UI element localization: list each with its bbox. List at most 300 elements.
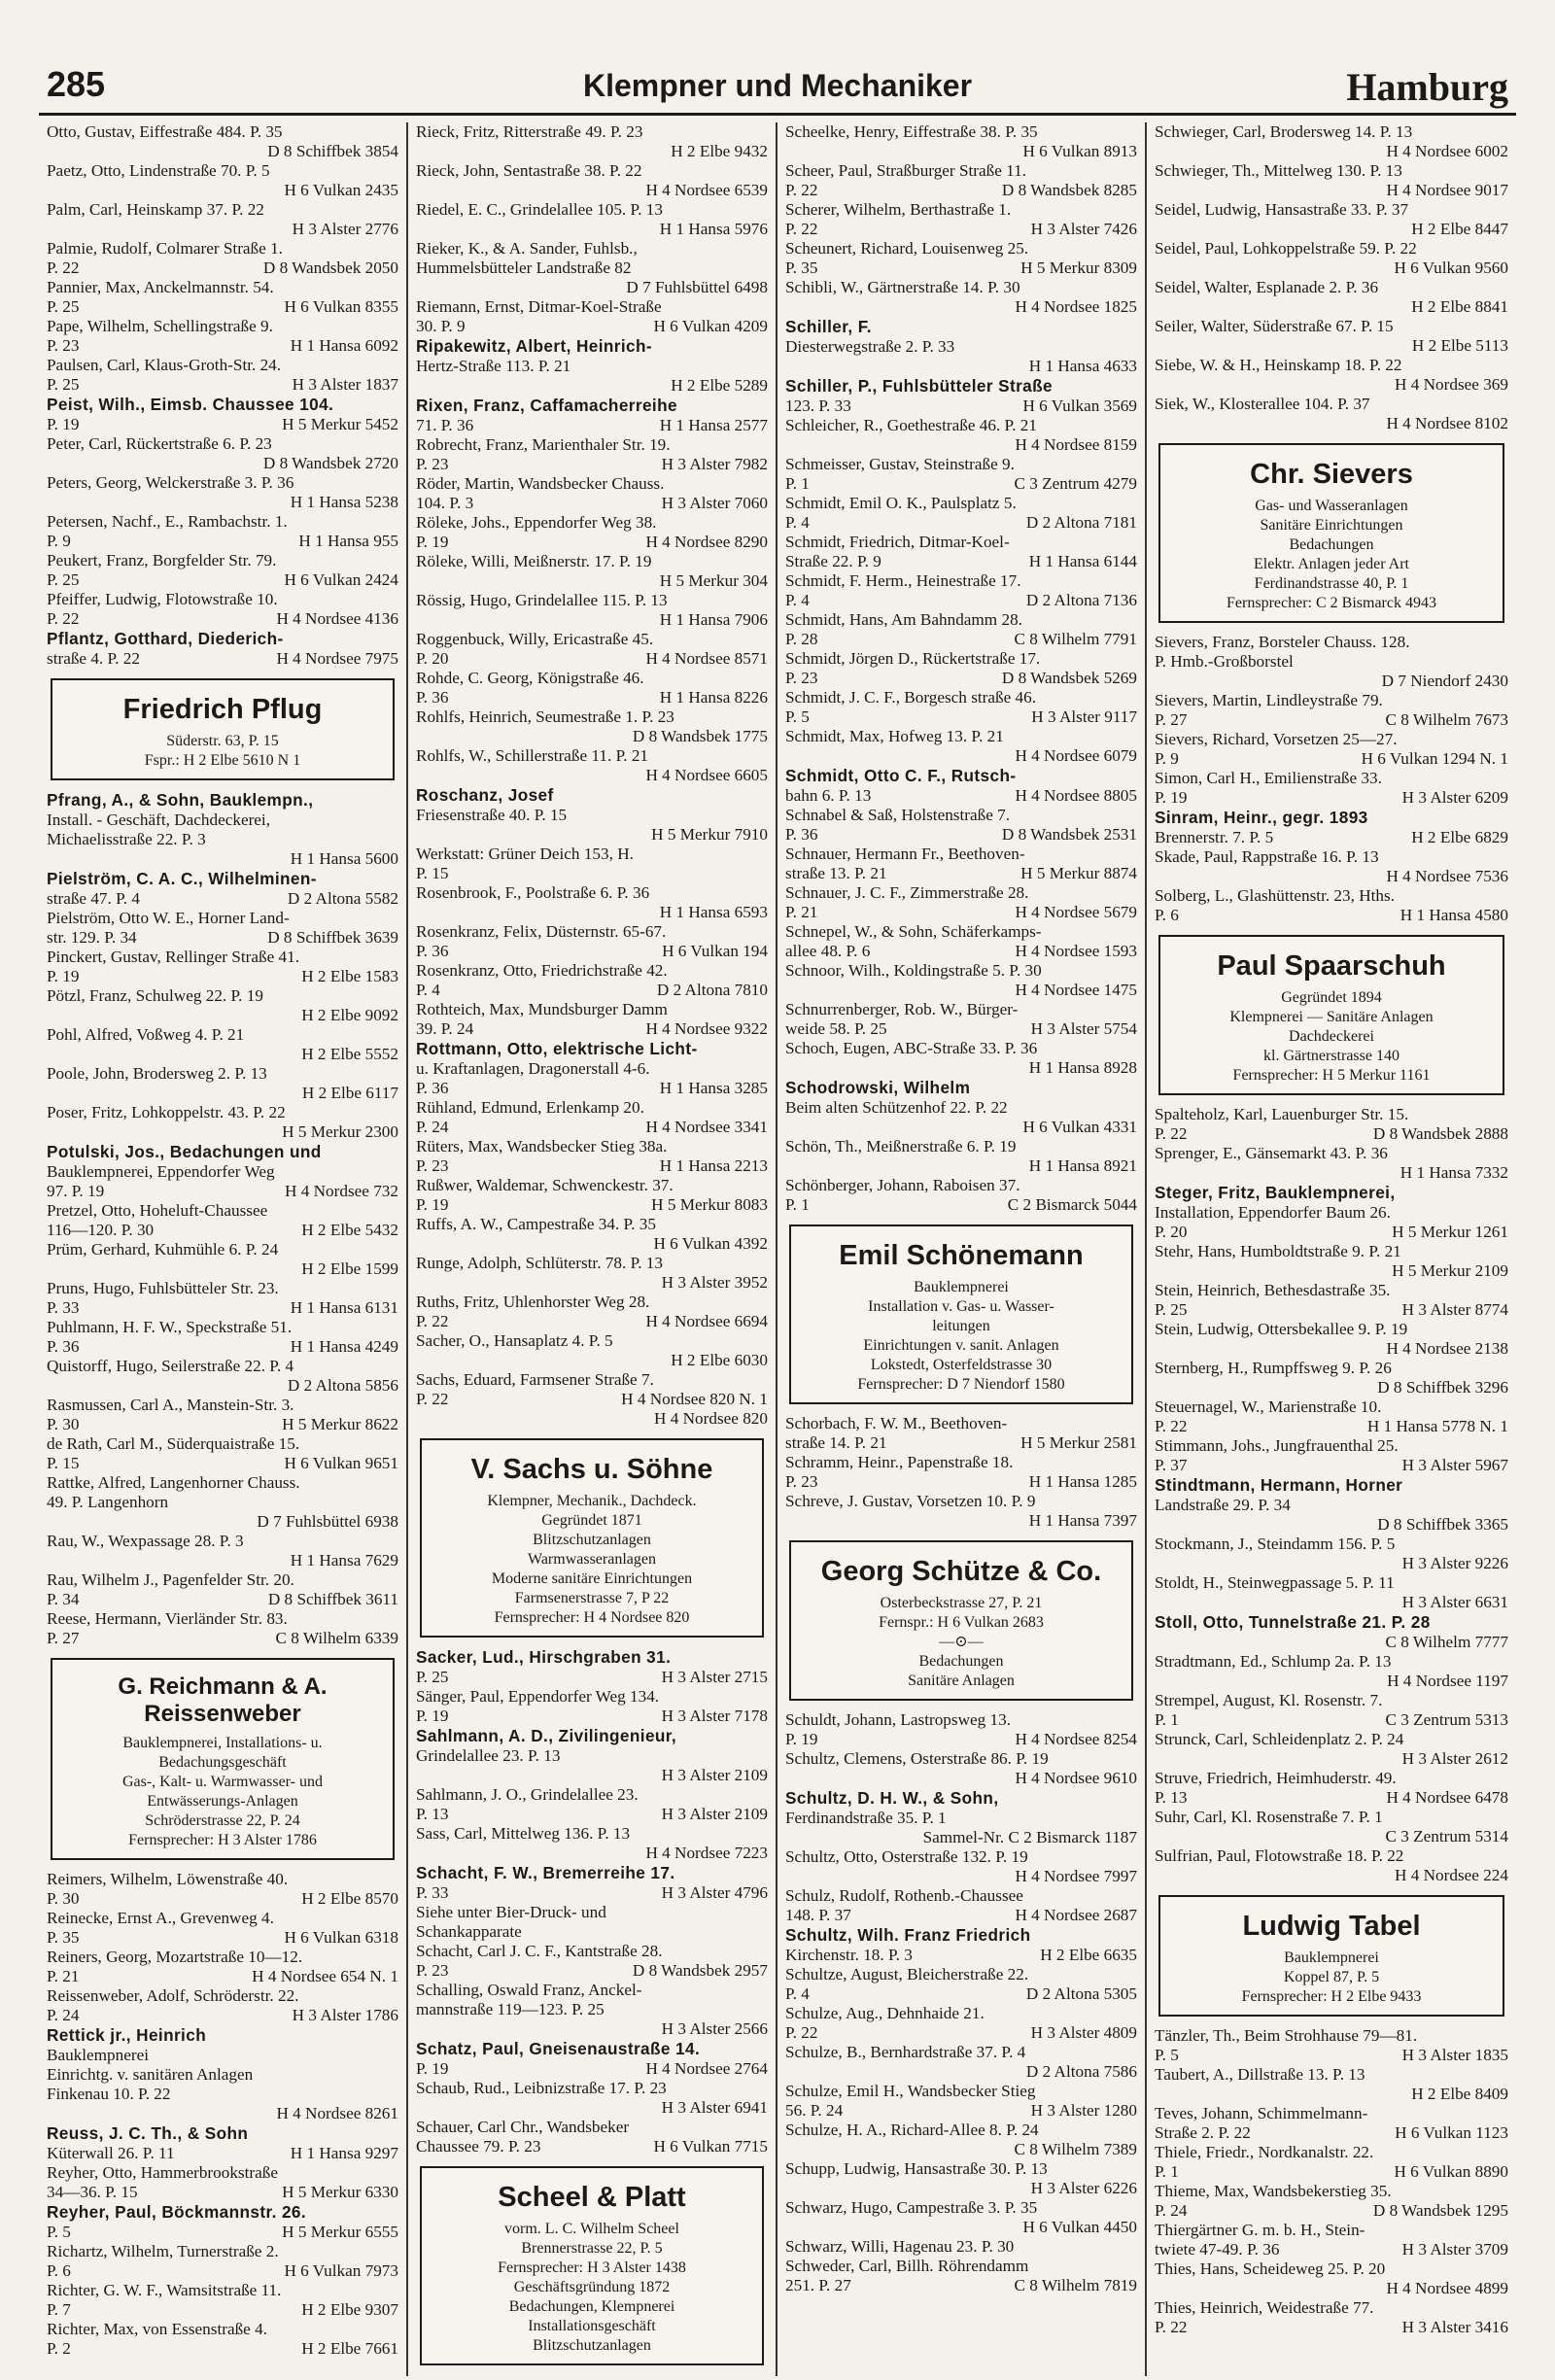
phone-number: H 2 Elbe 6117 [301,1084,398,1102]
list-item [47,1298,398,1318]
entry-text: P. 15 [416,864,449,882]
list-item [416,688,768,707]
phone-number: H 3 Alster 3709 [1401,2240,1508,2259]
entry-text: Pielström, C. A. C., Wilhelminen- [47,869,317,888]
list-item [1155,356,1508,375]
list-item [1155,2318,1508,2337]
entry-text: Pretzel, Otto, Hoheluft-Chaussee [47,1201,268,1220]
phone-number: D 8 Wandsbek 2957 [632,1961,768,1980]
entry-text: Schönberger, Johann, Raboisen 37. [785,1176,1020,1194]
advertisement-line: Koppel 87, P. 5 [1283,1969,1380,1985]
entry-text: P. 27 [47,1629,80,1647]
entry-list [785,1414,1137,1531]
list-item [47,1337,398,1357]
phone-number: H 6 Vulkan 7715 [653,2137,768,2156]
entry-text: Schwieger, Carl, Brodersweg 14. P. 13 [1155,122,1413,141]
list-item [785,766,1137,786]
phone-number: H 4 Nordsee 224 [1395,1866,1508,1884]
entry-text: u. Kraftanlagen, Dragonerstall 4-6. [416,1059,650,1078]
list-item [785,630,1137,649]
entry-list [1155,2026,1508,2337]
advertisement-box [51,678,395,780]
list-item [785,435,1137,455]
entry-text: P. 27 [1155,710,1188,729]
list-item [1155,1515,1508,1535]
advertisement-line: Einrichtungen v. sanit. Anlagen [863,1337,1059,1354]
list-item [785,220,1137,239]
entry-text: Sacher, O., Hansaplatz 4. P. 5 [416,1331,613,1350]
list-item [416,746,768,766]
list-item [416,200,768,220]
entry-text: Rettick jr., Heinrich [47,2025,207,2045]
list-item [47,2183,398,2202]
list-item [47,1948,398,1967]
entry-text: Schulz, Rudolf, Rothenb.-Chaussee [785,1886,1023,1905]
entry-text: Hertz-Straße 113. P. 21 [416,357,571,375]
advertisement-line: Geschäftsgründung 1872 [513,2279,671,2295]
entry-text: Scherer, Wilhelm, Berthastraße 1. [785,200,1012,219]
entry-text: P. 5 [785,707,810,726]
list-item [1155,1672,1508,1691]
list-item [785,1472,1137,1492]
list-item [1155,2201,1508,2221]
advertisement-line: Bedachungen, Klempnerei [508,2298,675,2315]
list-item [416,1805,768,1824]
phone-number: H 6 Vulkan 2435 [284,181,398,199]
list-item [1155,297,1508,317]
phone-number: H 5 Merkur 8874 [1020,864,1137,882]
phone-number: H 3 Alster 3416 [1401,2318,1508,2336]
entry-text: Poole, John, Brodersweg 2. P. 13 [47,1064,267,1083]
list-item [785,1453,1137,1472]
advertisement-box [1158,1895,1504,2017]
list-item [47,928,398,948]
entry-text: straße 14. P. 21 [785,1433,887,1452]
list-item [1155,2182,1508,2201]
list-item [47,986,398,1006]
list-item [47,2339,398,2359]
phone-number: H 3 Alster 2109 [661,1766,768,1784]
phone-number: H 5 Merkur 2109 [1392,1261,1508,1280]
list-item [47,1376,398,1396]
entry-text: P. 35 [47,1928,80,1947]
list-item [416,1000,768,1019]
list-item [416,806,768,825]
entry-text: Stimmann, Johs., Jungfrauenthal 25. [1155,1436,1399,1455]
list-item [47,1609,398,1629]
list-item [47,909,398,928]
list-item [1155,1573,1508,1593]
entry-text: 97. P. 19 [47,1182,105,1200]
entry-text: Rußwer, Waldemar, Schwenckestr. 37. [416,1176,674,1194]
phone-number: C 3 Zentrum 4279 [1014,474,1137,493]
list-item [1155,395,1508,414]
entry-text: Reyher, Otto, Hammerbrookstraße [47,2163,278,2182]
entry-text: P. Hmb.-Großborstel [1155,652,1294,671]
list-item [785,1137,1137,1156]
entry-text: Beim alten Schützenhof 22. P. 22 [785,1098,1008,1117]
list-item [47,967,398,986]
phone-number: H 2 Elbe 8447 [1411,220,1508,238]
entry-list [1155,1105,1508,1885]
list-item [785,1058,1137,1078]
phone-number: H 4 Nordsee 2138 [1386,1339,1508,1358]
list-item [416,571,768,591]
entry-text: Tänzler, Th., Beim Strohhause 79—81. [1155,2026,1418,2045]
advertisement-line: Entwässerungs-Anlagen [147,1793,298,1810]
phone-number: H 1 Hansa 5600 [290,849,398,868]
advertisement-line: Bedachungsgeschäft [158,1754,287,1771]
entry-text: Thies, Heinrich, Weidestraße 77. [1155,2298,1374,2317]
entry-text: Puhlmann, H. F. W., Speckstraße 51. [47,1318,293,1336]
list-item [1155,414,1508,433]
phone-number: H 4 Nordsee 2687 [1015,1906,1137,1924]
entry-text: P. 23 [785,669,818,687]
entry-text: Palmie, Rudolf, Colmarer Straße 1. [47,239,283,258]
entry-text: P. 35 [785,259,818,277]
list-item [1155,336,1508,356]
list-item [47,811,398,830]
list-item [1155,1359,1508,1378]
list-item [416,649,768,669]
list-item [47,1318,398,1337]
entry-text: P. 1 [1155,2162,1179,2181]
phone-number: H 1 Hansa 7397 [1028,1511,1137,1530]
phone-number: H 4 Nordsee 4899 [1386,2279,1508,2297]
list-item [47,2281,398,2300]
entry-text: P. 37 [1155,1456,1188,1474]
list-item [416,1785,768,1805]
list-item [785,1710,1137,1730]
entry-text: Roggenbuck, Willy, Ericastraße 45. [416,630,654,648]
entry-text: Runge, Adolph, Schlüterstr. 78. P. 13 [416,1254,663,1272]
entry-text: P. 9 [47,532,71,550]
list-item [785,1078,1137,1098]
list-item [416,1409,768,1429]
phone-number: H 4 Nordsee 1197 [1387,1672,1508,1690]
entry-text: Scheelke, Henry, Eiffestraße 38. P. 35 [785,122,1038,141]
list-item [416,1215,768,1234]
phone-number: H 2 Elbe 1599 [301,1259,398,1278]
list-item [785,1946,1137,1965]
list-item [785,1809,1137,1828]
phone-number: H 2 Elbe 6829 [1411,828,1508,846]
phone-number: H 4 Nordsee 8805 [1015,786,1137,805]
list-item [785,2257,1137,2276]
list-item [416,1019,768,1039]
phone-number: D 8 Wandsbek 1775 [632,727,768,745]
entry-text: P. 19 [47,415,80,433]
list-item [1155,2221,1508,2240]
list-item [416,1079,768,1098]
entry-text: Sachs, Eduard, Farmsener Straße 7. [416,1370,654,1389]
list-item [416,2019,768,2039]
list-item [785,376,1137,397]
list-item [416,591,768,610]
list-item [47,1967,398,1986]
city-name: Hamburg [1346,65,1508,109]
advertisement-line: Moderne sanitäre Einrichtungen [491,1570,693,1587]
list-item [785,1039,1137,1058]
entry-text: 148. P. 37 [785,1906,851,1924]
list-item [785,1118,1137,1137]
list-item [785,1000,1137,1019]
list-item [785,707,1137,727]
entry-text: Rohde, C. Georg, Königstraße 46. [416,669,644,687]
phone-number: H 6 Vulkan 2424 [284,570,398,589]
list-item [1155,1475,1508,1496]
entry-text: P. 2 [47,2339,71,2358]
advertisement-line: Bedachungen [918,1653,1004,1670]
list-item [785,2198,1137,2218]
list-item [785,669,1137,688]
entry-text: Schupp, Ludwig, Hansastraße 30. P. 13 [785,2159,1048,2178]
phone-number: D 8 Wandsbek 8285 [1001,181,1137,199]
entry-text: P. 25 [1155,1300,1188,1319]
list-item [1155,259,1508,278]
entry-text: Chaussee 79. P. 23 [416,2137,541,2156]
list-item [47,1551,398,1570]
advertisement-line: Farmsenerstrasse 7, P 22 [514,1590,670,1606]
list-item [416,1726,768,1746]
list-item [1155,1535,1508,1554]
list-item [47,2065,398,2085]
list-item [47,161,398,181]
entry-text: Schön, Th., Meißnerstraße 6. P. 19 [785,1137,1017,1156]
advertisement-line: —⊙— [939,1634,984,1650]
entry-text: Schulze, Aug., Dehnhaide 21. [785,2004,985,2022]
phone-number: H 3 Alster 6226 [1030,2179,1137,2197]
list-item [1155,886,1508,906]
entry-text: Pötzl, Franz, Schulweg 22. P. 19 [47,986,263,1005]
entry-text: P. 33 [416,1883,449,1902]
entry-text: Sprenger, E., Gänsemarkt 43. P. 36 [1155,1144,1388,1162]
entry-text: P. 19 [416,1707,449,1725]
list-item [785,922,1137,942]
entry-text: Kirchenstr. 18. P. 3 [785,1946,913,1964]
entry-text: Schultz, D. H. W., & Sohn, [785,1788,999,1808]
phone-number: H 5 Merkur 6330 [282,2183,398,2201]
list-item [416,1687,768,1707]
list-item [47,590,398,609]
phone-number: H 3 Alster 6631 [1401,1593,1508,1611]
entry-text: P. 23 [416,1156,449,1175]
entry-text: Siek, W., Klosterallee 104. P. 37 [1155,395,1370,413]
list-item [1155,1163,1508,1183]
list-item [416,1903,768,1922]
entry-text: Suhr, Carl, Kl. Rosenstraße 7. P. 1 [1155,1808,1383,1826]
list-item [785,337,1137,357]
phone-number: C 3 Zentrum 5313 [1385,1710,1508,1729]
list-item [416,376,768,396]
phone-number: H 3 Alster 2566 [661,2019,768,2038]
list-item [47,2006,398,2025]
list-item [785,786,1137,806]
advertisement-line: Fernspr.: H 6 Vulkan 2683 [879,1614,1044,1631]
entry-text: P. 20 [1155,1223,1188,1241]
list-item [785,1906,1137,1925]
list-item [1155,847,1508,867]
phone-number: H 4 Nordsee 6478 [1386,1788,1508,1807]
list-item [1155,317,1508,336]
entry-text: Schorbach, F. W. M., Beethoven- [785,1414,1008,1432]
entry-text: P. 1 [785,1195,810,1214]
advertiser-name: Georg Schütze & Co. [820,1556,1102,1587]
entry-text: Sänger, Paul, Eppendorfer Weg 134. [416,1687,660,1706]
phone-number: H 1 Hansa 2577 [659,416,768,434]
list-item [1155,1633,1508,1652]
list-item [47,1182,398,1201]
list-item [1155,1652,1508,1672]
phone-number: H 5 Merkur 8309 [1020,259,1137,277]
phone-number: D 8 Wandsbek 2050 [262,259,398,277]
list-item [416,1254,768,1273]
list-item [416,161,768,181]
phone-number: H 3 Alster 7178 [661,1707,768,1725]
list-item [785,1176,1137,1195]
advertisement-line: Brennerstrasse 22, P. 5 [521,2240,663,2257]
phone-number: D 2 Altona 5582 [287,889,398,908]
phone-number: H 2 Elbe 8841 [1411,297,1508,316]
list-item [416,922,768,942]
entry-text: Schaub, Rud., Leibnizstraße 17. P. 23 [416,2079,667,2097]
phone-number: H 6 Vulkan 7973 [284,2261,398,2280]
list-item [47,2261,398,2281]
list-item [1155,867,1508,886]
advertisement-line: Fernsprecher: H 4 Nordsee 820 [494,1609,690,1626]
entry-text: Stoldt, H., Steinwegpassage 5. P. 11 [1155,1573,1395,1592]
list-item [47,2163,398,2183]
list-item [785,259,1137,278]
list-item [1155,710,1508,730]
advertisement-line: Installation v. Gas- u. Wasser- [868,1298,1054,1315]
list-item [785,455,1137,474]
advertisement-box [789,1540,1133,1701]
list-item [47,1006,398,1025]
entry-text: Prüm, Gerhard, Kuhmühle 6. P. 24 [47,1240,279,1259]
phone-number: H 4 Nordsee 4136 [276,609,398,628]
list-item [416,864,768,883]
column-4 [1147,122,1516,2376]
entry-text: Sahlmann, A. D., Zivilingenieur, [416,1726,677,1745]
entry-text: Schultze, August, Bleicherstraße 22. [785,1965,1029,1983]
entry-text: Sievers, Martin, Lindleystraße 79. [1155,691,1383,709]
entry-text: P. 25 [416,1668,449,1686]
list-item [416,259,768,278]
list-item [785,2023,1137,2043]
entry-text: Install. - Geschäft, Dachdeckerei, [47,811,271,829]
list-item [47,1045,398,1064]
list-item [47,1512,398,1532]
list-item [1155,1846,1508,1866]
list-item [1155,1436,1508,1456]
list-item [416,1390,768,1409]
entry-text: twiete 47-49. P. 36 [1155,2240,1280,2259]
entry-text: Pfeiffer, Ludwig, Flotowstraße 10. [47,590,278,608]
phone-number: H 4 Nordsee 6002 [1386,142,1508,160]
entry-text: Pannier, Max, Anckelmannstr. 54. [47,278,274,296]
entry-text: Sievers, Franz, Borsteler Chauss. 128. [1155,633,1410,651]
entry-text: Röleke, Johs., Eppendorfer Weg 38. [416,513,657,532]
list-item [785,649,1137,669]
list-item [785,942,1137,961]
list-item [1155,906,1508,925]
entry-text: Petersen, Nachf., E., Rambachstr. 1. [47,512,288,531]
phone-number: H 4 Nordsee 8159 [1015,435,1137,454]
entry-text: Struve, Friedrich, Heimhuderstr. 49. [1155,1769,1397,1787]
entry-text: P. 13 [1155,1788,1188,1807]
advertisement-line: Osterbeckstrasse 27, P. 21 [880,1595,1043,1611]
list-item [1155,1866,1508,1885]
entry-text: Robrecht, Franz, Marienthaler Str. 19. [416,435,671,454]
phone-number: H 3 Alster 7426 [1030,220,1137,238]
phone-number: H 4 Nordsee 6605 [645,766,768,784]
list-item [1155,239,1508,259]
phone-number: H 4 Nordsee 7975 [276,649,398,668]
phone-number: H 4 Nordsee 9017 [1386,181,1508,199]
list-item [1155,1827,1508,1846]
advertisement-box [1158,443,1504,623]
list-item [785,2121,1137,2140]
list-item [785,2062,1137,2082]
list-item [416,2000,768,2019]
advertisement-line: Fernsprecher: H 5 Merkur 1161 [1232,1067,1431,1084]
phone-number: H 2 Elbe 7661 [301,2339,398,2358]
entry-list [1155,633,1508,925]
phone-number: H 6 Vulkan 4331 [1022,1118,1137,1136]
entry-text: Seidel, Paul, Lohkoppelstraße 59. P. 22 [1155,239,1417,258]
entry-text: P. 15 [47,1454,80,1472]
phone-number: H 1 Hansa 955 [298,532,398,550]
list-item [785,825,1137,845]
list-item [785,2218,1137,2237]
entry-text: P. 22 [785,2023,818,2042]
phone-number: H 1 Hansa 4633 [1028,357,1137,375]
list-item [1155,1242,1508,1261]
phone-number: H 3 Alster 4809 [1030,2023,1137,2042]
list-item [1155,375,1508,395]
list-item [785,2140,1137,2159]
columns [39,122,1516,2376]
entry-list [785,1710,1137,2295]
list-item [416,1766,768,1785]
entry-text: P. 19 [416,2059,449,2078]
entry-text: Schuldt, Johann, Lastropsweg 13. [785,1710,1012,1729]
phone-number: H 3 Alster 4796 [661,1883,768,1902]
entry-text: Richter, Max, von Essenstraße 4. [47,2320,267,2338]
list-item [1155,1281,1508,1300]
list-item [416,1098,768,1118]
entry-text: Schwarz, Hugo, Campestraße 3. P. 35 [785,2198,1038,2217]
list-item [785,806,1137,825]
list-item [47,356,398,375]
phone-number: H 3 Alster 1837 [292,375,398,394]
entry-text: Rothteich, Max, Mundsburger Damm [416,1000,668,1018]
list-item [47,1259,398,1279]
entry-text: Pfrang, A., & Sohn, Bauklempn., [47,790,314,810]
list-item [1155,672,1508,691]
list-item [416,1312,768,1331]
list-item [47,2300,398,2320]
list-item [785,1511,1137,1531]
phone-number: H 4 Nordsee 8254 [1015,1730,1137,1748]
phone-number: C 8 Wilhelm 7791 [1014,630,1137,648]
entry-text: 104. P. 3 [416,494,474,512]
entry-text: Pflantz, Gotthard, Diederich- [47,629,284,648]
list-item [47,278,398,297]
entry-text: Rössig, Hugo, Grindelallee 115. P. 13 [416,591,668,609]
list-item [416,1331,768,1351]
